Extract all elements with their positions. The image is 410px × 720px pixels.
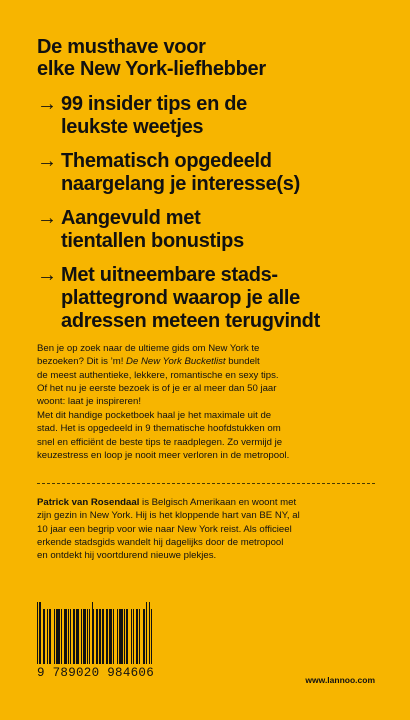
intro-paragraph <box>37 342 377 408</box>
arrow-right-icon: → <box>37 93 57 115</box>
intro-text-after: bundelt de meest authentieke, lekkere, romantische en sexy tips. Of het nu je eerste bezoek is of je er al meer dan 50 jaar woont: laat je inspireren! <box>37 356 279 408</box>
tip-item <box>37 150 387 196</box>
book-title: De New York Bucketlist <box>126 356 226 368</box>
publisher-website: www.lannoo.com <box>305 675 375 685</box>
tip-item <box>37 207 387 253</box>
intro-text-before: Ben je op zoek naar de ultieme gids om New York te bezoeken? Dit is ’m! <box>37 343 260 368</box>
tip-text: Met uitneembare stads- plattegrond waarop je alle adressen meteen terugvindt <box>61 264 320 332</box>
isbn-number: 9 789020 984606 <box>37 666 155 680</box>
headline <box>37 36 377 80</box>
tip-text: Aangevuld met tientallen bonustips <box>61 207 244 252</box>
barcode-bars <box>37 602 157 664</box>
tips-list <box>37 93 387 344</box>
tip-item <box>37 264 387 333</box>
author-bio <box>37 496 377 562</box>
arrow-right-icon: → <box>37 207 57 229</box>
tip-item <box>37 93 387 139</box>
author-bio-text: is Belgisch Amerikaan en woont met zijn gezin in New York. Hij is het kloppende hart van BE NY, al 10 jaar een begrip voor wie naar New York reist. Als officieel erkende stadsgids wandelt hij dagelijks door de metropool en ontdekt hij voortdurend nieuwe plekjes. <box>37 497 300 562</box>
description-paragraph: Met dit handige pocketboek haal je het maximale uit de stad. Het is opgedeeld in 9 thematische hoofdstukken om snel en efficiënt de beste tips te raadplegen. Zo vermijd je keuzestress en loop je nooit meer verloren in de metropool. <box>37 410 290 461</box>
tip-text: 99 insider tips en de leukste weetjes <box>61 93 247 138</box>
barcode-bar <box>151 609 152 664</box>
headline-line-1: De musthave voor <box>37 36 206 58</box>
author-name: Patrick van Rosendaal <box>37 497 140 508</box>
dashed-divider <box>37 483 375 484</box>
barcode <box>37 602 157 680</box>
arrow-right-icon: → <box>37 150 57 172</box>
headline-line-2: elke New York-liefhebber <box>37 58 266 80</box>
tip-text: Thematisch opgedeeld naargelang je interesse(s) <box>61 150 300 195</box>
arrow-right-icon: → <box>37 264 57 286</box>
